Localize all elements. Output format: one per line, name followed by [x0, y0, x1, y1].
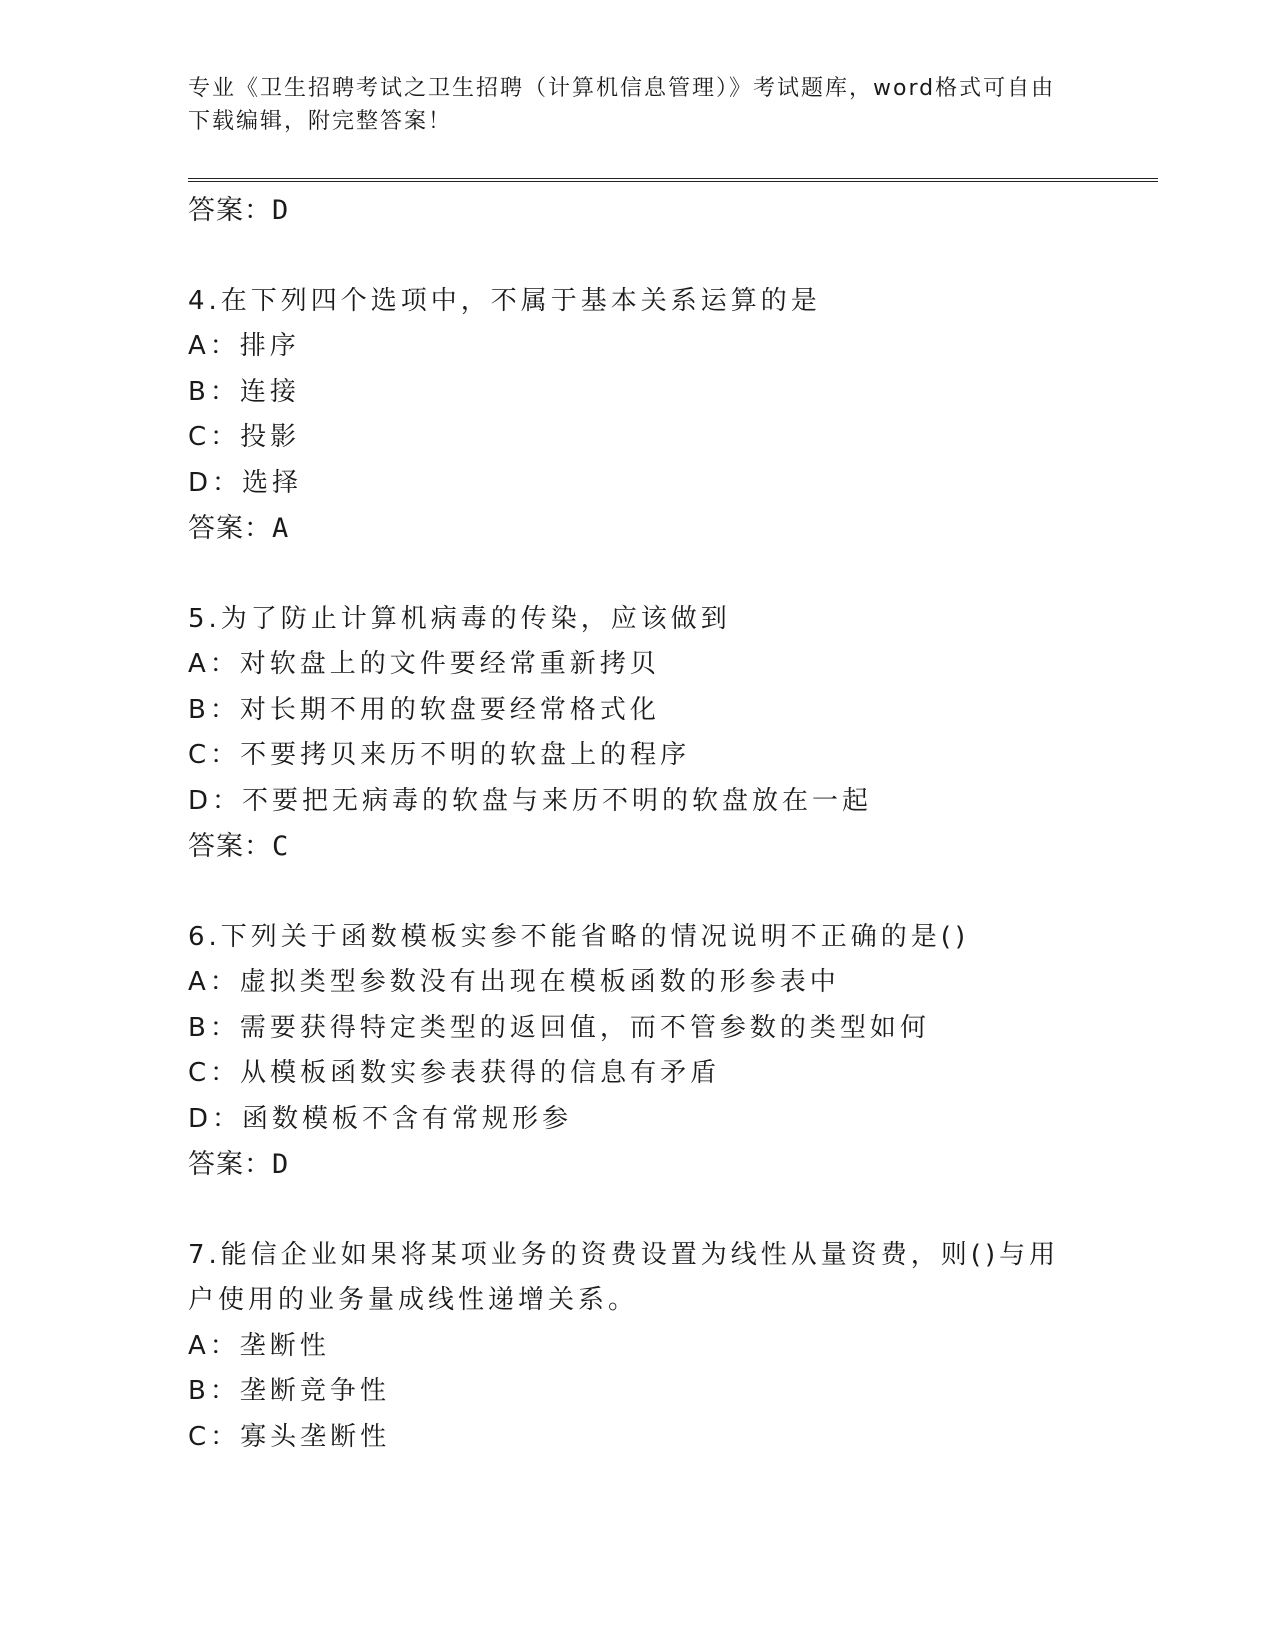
question-block	[188, 915, 1158, 1188]
option-d: D：选择	[188, 467, 303, 498]
spacer	[188, 234, 1158, 279]
answer-prefix: 答案：	[188, 1149, 272, 1180]
answer-prefix: 答案：	[188, 831, 272, 862]
answer-prefix: 答案：	[188, 195, 272, 226]
option-b: B：需要获得特定类型的返回值，而不管参数的类型如何	[188, 1012, 930, 1043]
question-block	[188, 279, 1158, 552]
spacer	[188, 552, 1158, 597]
option-c: C：寡头垄断性	[188, 1421, 391, 1452]
question-list	[188, 188, 1158, 1460]
answer-value: C	[272, 831, 290, 862]
header-divider	[188, 178, 1158, 182]
question-block	[188, 597, 1158, 870]
answer-value: A	[272, 513, 290, 544]
answer-line	[188, 824, 1158, 870]
option-b: B：连接	[188, 376, 300, 407]
option-a: A：对软盘上的文件要经常重新拷贝	[188, 649, 660, 679]
option-a: A：垄断性	[188, 1330, 330, 1361]
answer-value: D	[272, 1149, 290, 1180]
option-a: A：排序	[188, 331, 300, 361]
option-c: C：投影	[188, 422, 301, 452]
question-title: 7.能信企业如果将某项业务的资费设置为线性从量资费，则()与用户使用的业务量成线性递增关系。	[188, 1239, 1060, 1315]
answer-value: D	[272, 195, 290, 226]
answer-line	[188, 506, 1158, 552]
option-b: B：垄断竞争性	[188, 1376, 390, 1406]
option-c: C：从模板函数实参表获得的信息有矛盾	[188, 1058, 721, 1088]
question-title: 5.为了防止计算机病毒的传染，应该做到	[188, 603, 731, 634]
option-d: D：不要把无病毒的软盘与来历不明的软盘放在一起	[188, 785, 873, 816]
option-b: B：对长期不用的软盘要经常格式化	[188, 694, 660, 725]
answer-line	[188, 188, 1158, 234]
answer-prefix: 答案：	[188, 513, 272, 544]
page-header: 专业《卫生招聘考试之卫生招聘（计算机信息管理）》考试题库，word格式可自由下载编辑，附完整答案！	[188, 76, 1056, 134]
spacer	[188, 870, 1158, 915]
option-a: A：虚拟类型参数没有出现在模板函数的形参表中	[188, 967, 840, 997]
answer-line	[188, 1142, 1158, 1188]
question-title: 6.下列关于函数模板实参不能省略的情况说明不正确的是()	[188, 921, 970, 952]
question-title: 4.在下列四个选项中，不属于基本关系运算的是	[188, 285, 821, 316]
option-c: C：不要拷贝来历不明的软盘上的程序	[188, 740, 691, 770]
question-block	[188, 1233, 1158, 1461]
spacer	[188, 1188, 1158, 1233]
option-d: D：函数模板不含有常规形参	[188, 1103, 573, 1134]
